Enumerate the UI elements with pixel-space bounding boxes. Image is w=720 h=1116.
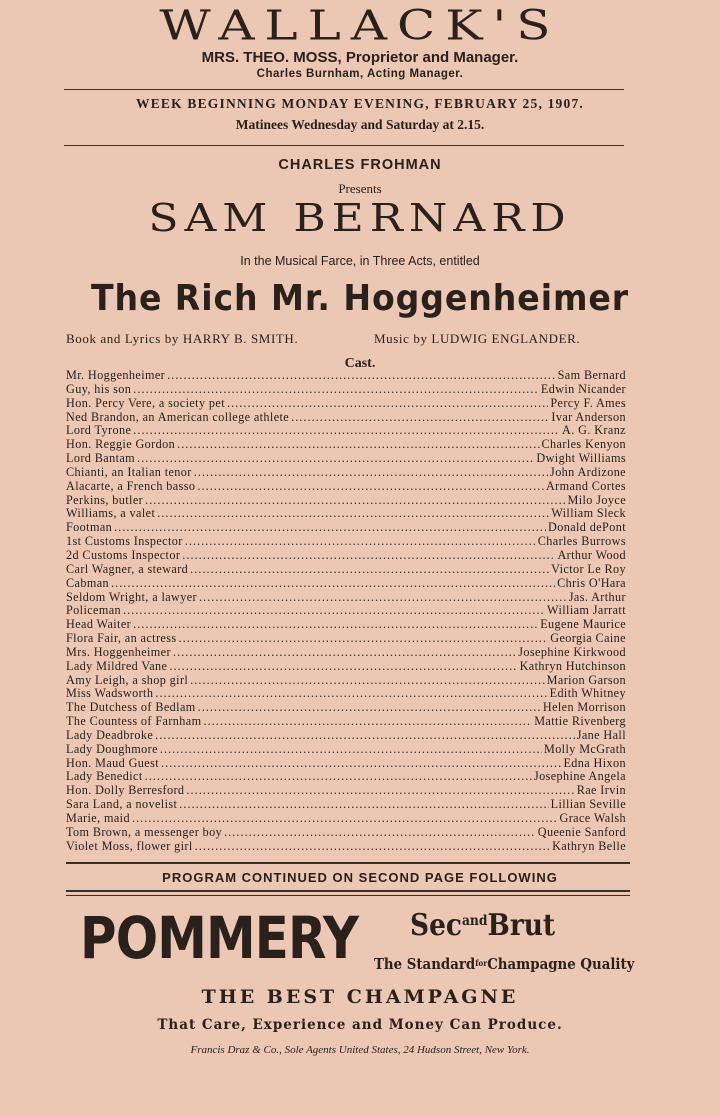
leader-dots [123, 604, 545, 618]
ad-standard [374, 956, 634, 973]
cast-role: Hon. Reggie Gordon [66, 437, 176, 452]
leader-dots [227, 397, 548, 411]
matinees-line: Matinees Wednesday and Saturday at 2.15. [235, 117, 485, 132]
cast-role: Mr. Hoggenheimer [66, 368, 166, 382]
cast-actor: Lillian Seville [550, 797, 626, 812]
cast-row [66, 549, 626, 563]
leader-dots [155, 687, 547, 701]
cast-row [66, 646, 626, 660]
cast-actor: Eugene Maurice [540, 617, 626, 632]
leader-dots [182, 549, 555, 563]
cast-actor: Armand Cortes [545, 478, 626, 493]
theatre-name: WALLACK'S [159, 2, 561, 50]
cast-actor: Queenie Sanford [537, 824, 626, 839]
cast-actor: Victor Le Roy [551, 561, 626, 576]
presents-label: Presents [338, 181, 382, 196]
cast-role: Violet Moss, flower girl [66, 838, 193, 853]
music-credit: Music by LUDWIG ENGLANDER. [374, 331, 581, 346]
cast-row [66, 424, 626, 438]
cast-row [66, 577, 626, 591]
leader-dots [145, 494, 565, 508]
cast-role: Head Waiter [66, 617, 132, 632]
cast-actor: Molly McGrath [543, 741, 626, 756]
ad-variety-brut: Brut [487, 908, 556, 943]
cast-row [66, 521, 626, 535]
cast-role: Carl Wagner, a steward [66, 561, 189, 576]
cast-actor: John Ardizone [550, 464, 626, 479]
leader-dots [190, 674, 544, 688]
leader-dots [111, 577, 555, 591]
ad-standard-post: Champagne Quality [487, 956, 635, 973]
cast-actor: A. G. Kranz [562, 423, 626, 438]
leader-dots [179, 798, 548, 812]
cast-row [66, 563, 626, 577]
ad-care-line: That Care, Experience and Money Can Produce. [157, 1017, 563, 1033]
cast-role: Lady Mildred Vane [66, 658, 168, 673]
cast-row [66, 812, 626, 826]
cast-row [66, 729, 626, 743]
cast-role: Lady Deadbroke [66, 727, 154, 742]
cast-role: The Dutchess of Bedlam [66, 700, 196, 715]
credits-line [66, 331, 626, 347]
cast-actor: Georgia Caine [550, 631, 626, 646]
leader-dots [155, 729, 575, 743]
leader-dots [133, 383, 539, 397]
cast-role: Cabman [66, 575, 110, 590]
cast-actor: Edith Whitney [549, 686, 626, 701]
cast-actor: William Jarratt [547, 603, 626, 618]
leader-dots [133, 618, 538, 632]
cast-row [66, 535, 626, 549]
cast-role: Williams, a valet [66, 506, 156, 521]
week-line: WEEK BEGINNING MONDAY EVENING, FEBRUARY 25, 1907. [136, 96, 584, 111]
star-name: SAM BERNARD [148, 196, 572, 241]
cast-role: Lord Tyrone [66, 423, 132, 438]
cast-row [66, 604, 626, 618]
cast-actor: Charles Burrows [537, 534, 626, 549]
cast-actor: Josephine Kirkwood [518, 644, 626, 659]
cast-row [66, 438, 626, 452]
leader-dots [179, 632, 549, 646]
leader-dots [161, 757, 561, 771]
cast-row [66, 743, 626, 757]
cast-role: Chianti, an Italian tenor [66, 464, 192, 479]
cast-row [66, 466, 626, 480]
header-rule-top [64, 89, 624, 90]
cast-role: Ned Brandon, an American college athlete [66, 409, 290, 424]
ad-agents-line: Francis Draz & Co., Sole Agents United States, 24 Hudson Street, New York. [190, 1044, 530, 1056]
cast-list [66, 369, 626, 854]
cast-actor: Chris O'Hara [557, 575, 626, 590]
leader-dots [167, 369, 555, 383]
cast-row [66, 494, 626, 508]
cast-role: Amy Leigh, a shop girl [66, 672, 189, 687]
ad-variety [410, 908, 555, 943]
cast-actor: Percy F. Ames [550, 395, 626, 410]
cast-role: Alacarte, a French basso [66, 478, 196, 493]
cast-actor: Josephine Angela [533, 769, 626, 784]
cast-row [66, 480, 626, 494]
cast-row [66, 770, 626, 784]
cast-actor: Jane Hall [576, 727, 626, 742]
cast-role: Perkins, butler [66, 492, 144, 507]
ad-variety-and: and [461, 913, 488, 929]
cast-actor: Donald dePont [548, 520, 626, 535]
cast-row [66, 826, 626, 840]
cast-row [66, 840, 626, 854]
cast-actor: Arthur Wood [557, 547, 626, 562]
cast-actor: Marion Garson [546, 672, 626, 687]
cast-row [66, 757, 626, 771]
proprietor-line: MRS. THEO. MOSS, Proprietor and Manager. [201, 49, 519, 66]
acting-manager-line: Charles Burnham, Acting Manager. [256, 68, 464, 80]
cast-role: 1st Customs Inspector [66, 534, 183, 549]
leader-dots [137, 452, 534, 466]
leader-dots [203, 715, 532, 729]
cast-actor: Kathryn Hutchinson [519, 658, 626, 673]
cast-role: Lady Doughmore [66, 741, 158, 756]
leader-dots [197, 480, 544, 494]
ad-variety-sec: Sec [410, 908, 462, 943]
cast-actor: Charles Kenyon [541, 437, 626, 452]
leader-dots [195, 840, 550, 854]
leader-dots [177, 438, 539, 452]
cast-role: Guy, his son [66, 381, 132, 396]
play-title: The Rich Mr. Hoggenheimer [90, 278, 630, 319]
continued-notice: PROGRAM CONTINUED ON SECOND PAGE FOLLOWING [162, 870, 558, 885]
cast-role: Miss Wadsworth [66, 686, 154, 701]
cast-row [66, 784, 626, 798]
leader-dots [145, 770, 532, 784]
cast-actor: Kathryn Belle [552, 838, 626, 853]
cast-role: 2d Customs Inspector [66, 547, 181, 562]
cast-role: Hon. Percy Vere, a society pet [66, 395, 225, 410]
cast-row [66, 632, 626, 646]
leader-dots [198, 701, 541, 715]
leader-dots [185, 535, 536, 549]
cast-rule-top [66, 862, 630, 864]
cast-row [66, 618, 626, 632]
cast-role: Lord Bantam [66, 451, 136, 466]
cast-row [66, 660, 626, 674]
cast-row [66, 369, 626, 383]
cast-role: The Countess of Farnham [66, 714, 202, 729]
cast-actor: Dwight Williams [536, 451, 626, 466]
cast-row [66, 701, 626, 715]
cast-actor: Ivar Anderson [551, 409, 626, 424]
cast-row [66, 507, 626, 521]
ad-standard-pre: The Standard [374, 956, 476, 973]
cast-role: Policeman [66, 603, 122, 618]
cast-actor: Jas. Arthur [568, 589, 626, 604]
cast-actor: Helen Morrison [542, 700, 626, 715]
leader-dots [199, 591, 567, 605]
cast-actor: William Sleck [551, 506, 626, 521]
cast-row [66, 397, 626, 411]
leader-dots [190, 563, 549, 577]
cast-role: Mrs. Hoggenheimer [66, 644, 171, 659]
farce-line: In the Musical Farce, in Three Acts, entitled [240, 254, 480, 268]
cast-row [66, 383, 626, 397]
leader-dots [132, 812, 558, 826]
cast-role: Seldom Wright, a lawyer [66, 589, 198, 604]
cast-role: Lady Benedict [66, 769, 143, 784]
cast-row [66, 591, 626, 605]
cast-role: Flora Fair, an actress [66, 631, 177, 646]
book-lyrics-credit: Book and Lyrics by HARRY B. SMITH. [66, 331, 299, 346]
ad-rule [66, 895, 630, 896]
cast-actor: Edwin Nicander [540, 381, 626, 396]
leader-dots [224, 826, 536, 840]
champagne-advertisement [0, 900, 720, 1060]
cast-actor: Milo Joyce [567, 492, 626, 507]
leader-dots [157, 507, 549, 521]
cast-row [66, 798, 626, 812]
leader-dots [186, 784, 574, 798]
cast-actor: Edna Hixon [563, 755, 626, 770]
cast-role: Footman [66, 520, 113, 535]
leader-dots [169, 660, 517, 674]
cast-role: Sara Land, a novelist [66, 797, 178, 812]
ad-standard-for: for [475, 958, 488, 968]
cast-row [66, 674, 626, 688]
leader-dots [160, 743, 542, 757]
cast-role: Hon. Dolly Berresford [66, 783, 185, 798]
ad-tagline: THE BEST CHAMPAGNE [201, 986, 519, 1008]
cast-actor: Rae Irvin [576, 783, 626, 798]
leader-dots [194, 466, 548, 480]
cast-actor: Mattie Rivenberg [534, 714, 626, 729]
cast-role: Marie, maid [66, 811, 130, 825]
leader-dots [133, 424, 560, 438]
leader-dots [291, 411, 549, 425]
cast-role: Tom Brown, a messenger boy [66, 824, 223, 839]
leader-dots [173, 646, 516, 660]
leader-dots [114, 521, 546, 535]
cast-row [66, 715, 626, 729]
cast-role: Hon. Maud Guest [66, 755, 159, 770]
cast-row [66, 452, 626, 466]
cast-row [66, 411, 626, 425]
ad-brand: POMMERY [80, 904, 359, 972]
cast-row [66, 687, 626, 701]
cast-heading: Cast. [344, 356, 376, 371]
presenter: CHARLES FROHMAN [278, 157, 442, 173]
header-rule-bottom [64, 145, 624, 146]
cast-actor: Sam Bernard [557, 368, 626, 382]
cast-actor: Grace Walsh [559, 811, 626, 825]
cast-rule-bottom [66, 890, 630, 892]
